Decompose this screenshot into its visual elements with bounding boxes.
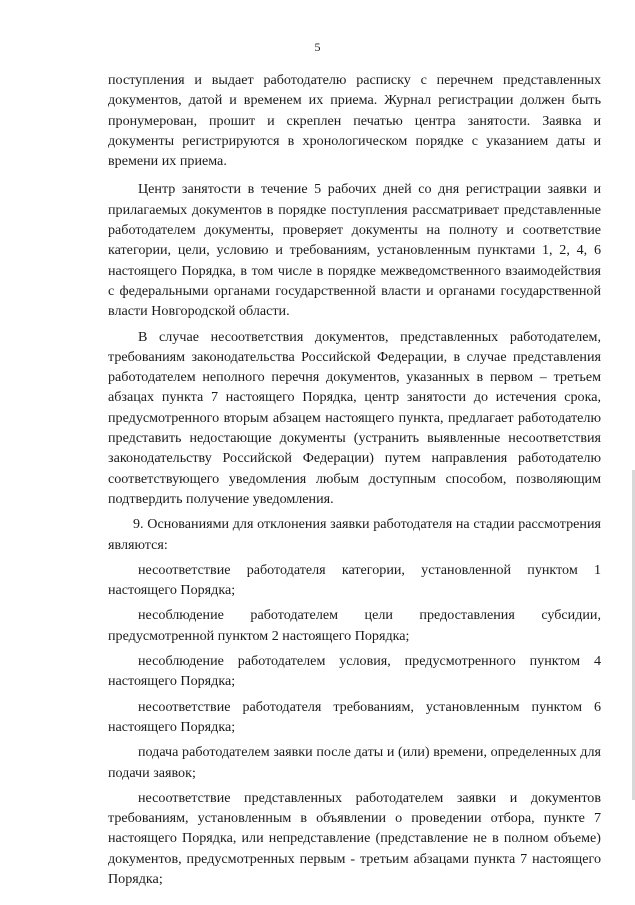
list-item: подача работодателем заявки после даты и (или) времени, определенных для подачи заявок; [108,744,601,781]
list-item: несоответствие работодателя требованиям, установленным пунктом 6 настоящего Порядка; [108,698,601,735]
paragraph-registration: поступления и выдает работодателю расписку с перечнем представленных документов, датой и временем их приема. Журнал регистрации должен быть пронумерован, прошит и скреплен печатью центра занятости. Заявка и документы регистрируются в хронологическом порядке с указанием даты и времени их приема. [108,72,601,170]
list-item: несоблюдение работодателем цели предоставления субсидии, предусмотренной пунктом 2 настоящего Порядка; [108,607,601,644]
document-body [108,70,601,894]
list-item: несоответствие представленных работодателем заявки и документов требованиям, установленным в объявлении о проведении отбора, пункте 7 настоящего Порядка, или непредставление (представление не в полном объеме) документов, предусмотренных первым - третьим абзацами пункта 7 настоящего Порядка; [108,789,601,887]
page-number: 5 [314,40,321,54]
paragraph-grounds-heading: 9. Основаниями для отклонения заявки работодателя на стадии рассмотрения являются: [108,516,601,553]
paragraph-review: Центр занятости в течение 5 рабочих дней со дня регистрации заявки и прилагаемых документов в порядке поступления рассматривает представленные работодателем документы, проверяет документы на полноту и соответствие категории, цели, условию и требованиям, установленным пунктами 1, 2, 4, 6 настоящего Порядка, в том числе в порядке межведомственного взаимодействия с федеральными органами государственной власти и органами государственной власти Новгородской области. [108,181,601,320]
paragraph-nonconformity: В случае несоответствия документов, представленных работодателем, требованиям законодательства Российской Федерации, в случае представления работодателем неполного перечня документов, указанных в первом – третьем абзацах пункта 7 настоящего Порядка, центр занятости до истечения срока, предусмотренного вторым абзацем настоящего пункта, предлагает работодателю представить недостающие документы (устранить выявленные несоответствия законодательству Российской Федерации) путем направления работодателю соответствующего уведомления любым доступным способом, позволяющим подтвердить получение уведомления. [108,328,601,507]
list-item: несоблюдение работодателем условия, предусмотренного пунктом 4 настоящего Порядка; [108,653,601,690]
list-item: несоответствие работодателя категории, установленной пунктом 1 настоящего Порядка; [108,561,601,599]
